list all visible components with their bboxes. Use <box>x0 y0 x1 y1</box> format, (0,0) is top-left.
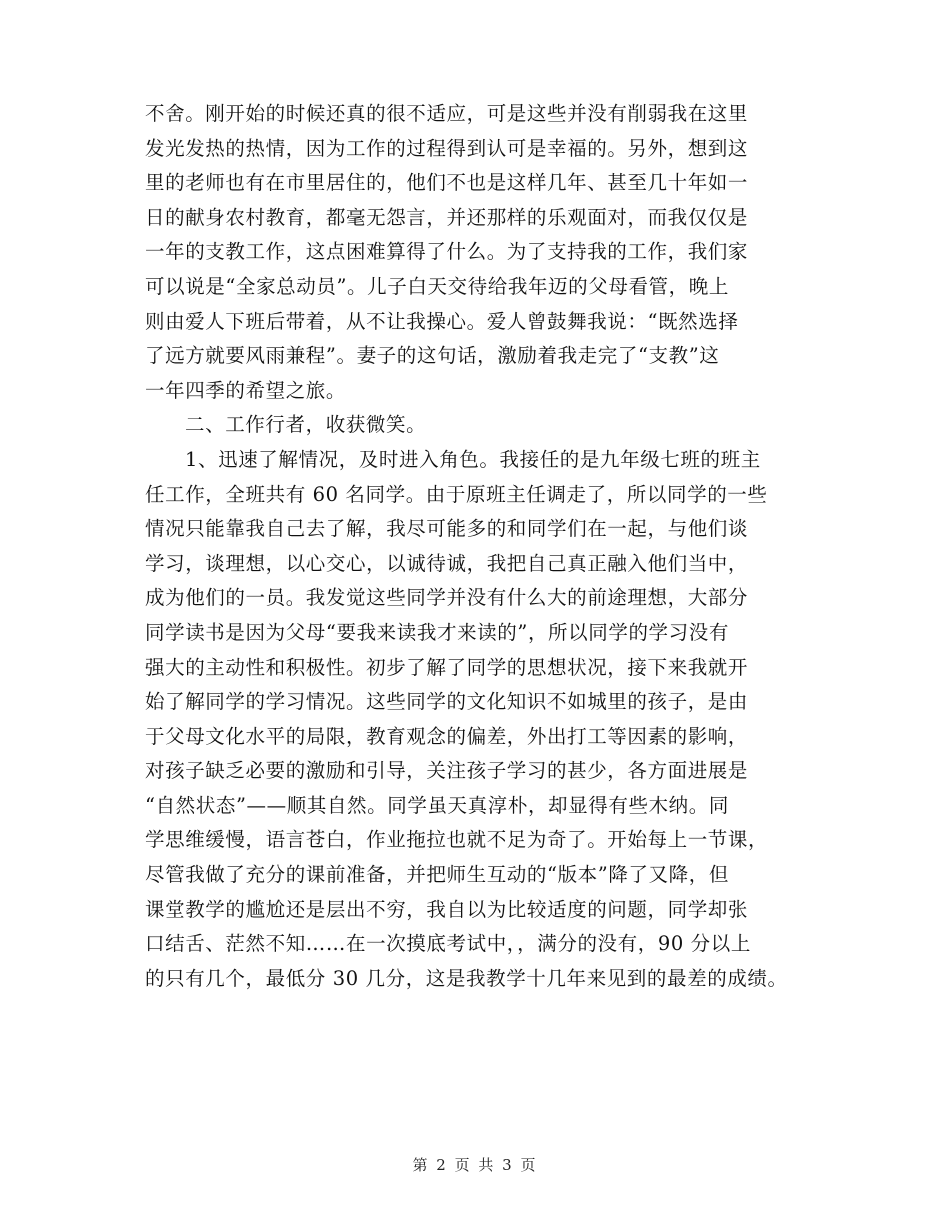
text-line: 同学读书是因为父母“要我来读我才来读的”，所以同学的学习没有 <box>145 620 729 644</box>
text-line: 对孩子缺乏必要的激励和引导，关注孩子学习的甚少，各方面进展是 <box>145 759 749 783</box>
text-line: 尽管我做了充分的课前准备，并把师生互动的“版本”降了又降，但 <box>145 863 729 887</box>
text-line: 于父母文化水平的局限，教育观念的偏差，外出打工等因素的影响， <box>145 724 749 748</box>
text-line: 一年的支教工作，这点困难算得了什么。为了支持我的工作，我们家 <box>145 240 749 264</box>
document-body <box>145 97 825 996</box>
text-line: 成为他们的一员。我发觉这些同学并没有什么大的前途理想，大部分 <box>145 586 749 610</box>
text-line: 学习，谈理想，以心交心，以诚待诚，我把自己真正融入他们当中， <box>145 551 749 575</box>
text-line: 里的老师也有在市里居住的，他们不也是这样几年、甚至几十年如一 <box>145 171 749 195</box>
text-line: 不舍。刚开始的时候还真的很不适应，可是这些并没有削弱我在这里 <box>145 102 749 125</box>
section-heading: 二、工作行者，收获微笑。 <box>185 413 427 437</box>
text-line: 学思维缓慢，语言苍白，作业拖拉也就不足为奇了。开始每上一节课， <box>145 828 769 852</box>
text-line: 口结舌、茫然不知……在一次摸底考试中，，满分的没有，90 分以上 <box>145 932 751 956</box>
text-line: 始了解同学的学习情况。这些同学的文化知识不如城里的孩子，是由 <box>145 690 749 714</box>
text-line: 任工作，全班共有 60 名同学。由于原班主任调走了，所以同学的一些 <box>145 482 768 506</box>
text-line: 了远方就要风雨兼程”。妻子的这句话，激励着我走完了“支教”这 <box>145 344 720 368</box>
text-line: “自然状态”——顺其自然。同学虽天真淳朴，却显得有些木纳。同 <box>145 793 729 817</box>
text-line: 则由爱人下班后带着，从不让我操心。爱人曾鼓舞我说：“既然选择 <box>145 309 739 333</box>
text-line: 一年四季的希望之旅。 <box>145 378 347 402</box>
text-line: 日的献身农村教育，都毫无怨言，并还那样的乐观面对，而我仅仅是 <box>145 205 749 229</box>
text-line: 情况只能靠我自己去了解，我尽可能多的和同学们在一起，与他们谈 <box>145 517 749 541</box>
text-line: 发光发热的热情，因为工作的过程得到认可是幸福的。另外，想到这 <box>145 136 749 160</box>
text-line: 的只有几个，最低分 30 几分，这是我教学十几年来见到的最差的成绩。 <box>145 966 788 990</box>
text-line: 可以说是“全家总动员”。儿子白天交待给我年迈的父母看管，晚上 <box>145 274 729 298</box>
text-line: 1、迅速了解情况，及时进入角色。我接任的是九年级七班的班主 <box>185 447 761 471</box>
text-line: 课堂教学的尴尬还是层出不穷，我自以为比较适度的问题，同学却张 <box>145 897 749 921</box>
text-line: 强大的主动性和积极性。初步了解了同学的思想状况，接下来我就开 <box>145 655 749 679</box>
page-number-footer: 第 2 页 共 3 页 <box>412 1156 538 1174</box>
